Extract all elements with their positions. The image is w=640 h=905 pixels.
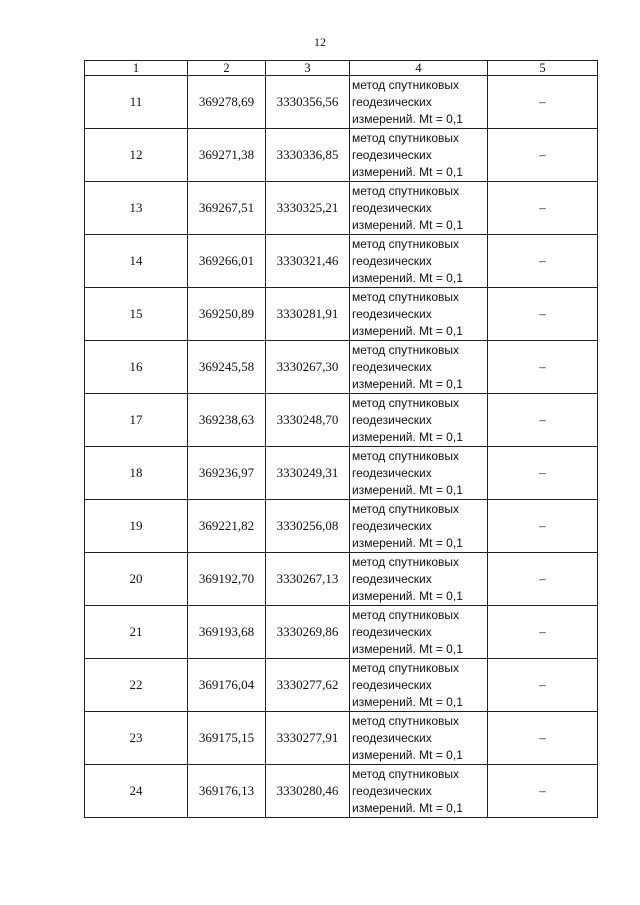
description-cell: – [488, 553, 598, 606]
coordinate-y-cell: 3330248,70 [266, 394, 350, 447]
method-line-1: метод спутниковых [352, 289, 460, 304]
column-header-3: 3 [266, 61, 350, 76]
method-cell [350, 659, 488, 712]
method-line-3: измерений. Mt = 0,1 [352, 164, 463, 179]
table-row [85, 76, 598, 129]
method-line-2: геодезических [352, 94, 432, 109]
table-row [85, 341, 598, 394]
table-row [85, 659, 598, 712]
description-cell: – [488, 129, 598, 182]
coordinates-table [84, 60, 598, 818]
point-number-cell: 23 [85, 712, 188, 765]
point-number-cell: 16 [85, 341, 188, 394]
coordinate-x-cell: 369221,82 [188, 500, 266, 553]
coordinate-y-cell: 3330281,91 [266, 288, 350, 341]
method-line-2: геодезических [352, 730, 432, 745]
coordinate-y-cell: 3330267,13 [266, 553, 350, 606]
description-cell: – [488, 182, 598, 235]
method-line-3: измерений. Mt = 0,1 [352, 641, 463, 656]
method-cell [350, 553, 488, 606]
coordinate-y-cell: 3330325,21 [266, 182, 350, 235]
method-line-3: измерений. Mt = 0,1 [352, 270, 463, 285]
point-number-cell: 21 [85, 606, 188, 659]
coordinate-y-cell: 3330280,46 [266, 765, 350, 818]
coordinate-x-cell: 369176,13 [188, 765, 266, 818]
column-header-2: 2 [188, 61, 266, 76]
method-line-1: метод спутниковых [352, 395, 460, 410]
description-cell: – [488, 341, 598, 394]
method-cell [350, 182, 488, 235]
method-line-1: метод спутниковых [352, 342, 460, 357]
method-cell [350, 235, 488, 288]
description-cell: – [488, 765, 598, 818]
method-cell [350, 500, 488, 553]
method-cell [350, 394, 488, 447]
method-line-3: измерений. Mt = 0,1 [352, 376, 463, 391]
point-number-cell: 13 [85, 182, 188, 235]
column-header-4: 4 [350, 61, 488, 76]
point-number-cell: 15 [85, 288, 188, 341]
coordinate-x-cell: 369266,01 [188, 235, 266, 288]
coordinate-y-cell: 3330256,08 [266, 500, 350, 553]
table-header-row [85, 61, 598, 76]
method-line-1: метод спутниковых [352, 130, 460, 145]
coordinate-x-cell: 369236,97 [188, 447, 266, 500]
method-line-2: геодезических [352, 624, 432, 639]
description-cell: – [488, 659, 598, 712]
method-line-1: метод спутниковых [352, 607, 460, 622]
description-cell: – [488, 235, 598, 288]
coordinate-x-cell: 369267,51 [188, 182, 266, 235]
description-cell: – [488, 712, 598, 765]
description-cell: – [488, 288, 598, 341]
method-line-3: измерений. Mt = 0,1 [352, 588, 463, 603]
method-line-1: метод спутниковых [352, 77, 460, 92]
table-row [85, 129, 598, 182]
point-number-cell: 20 [85, 553, 188, 606]
point-number-cell: 17 [85, 394, 188, 447]
method-cell [350, 765, 488, 818]
method-line-2: геодезических [352, 571, 432, 586]
table-body [85, 76, 598, 818]
method-line-3: измерений. Mt = 0,1 [352, 482, 463, 497]
point-number-cell: 24 [85, 765, 188, 818]
coordinate-y-cell: 3330269,86 [266, 606, 350, 659]
coordinate-x-cell: 369192,70 [188, 553, 266, 606]
description-cell: – [488, 500, 598, 553]
coordinate-x-cell: 369245,58 [188, 341, 266, 394]
method-cell [350, 341, 488, 394]
table-row [85, 288, 598, 341]
coordinate-x-cell: 369193,68 [188, 606, 266, 659]
description-cell: – [488, 606, 598, 659]
coordinate-y-cell: 3330249,31 [266, 447, 350, 500]
method-line-1: метод спутниковых [352, 660, 460, 675]
method-line-1: метод спутниковых [352, 554, 460, 569]
point-number-cell: 14 [85, 235, 188, 288]
method-line-3: измерений. Mt = 0,1 [352, 800, 463, 815]
method-cell [350, 447, 488, 500]
coordinate-y-cell: 3330321,46 [266, 235, 350, 288]
coordinate-x-cell: 369250,89 [188, 288, 266, 341]
coordinate-y-cell: 3330336,85 [266, 129, 350, 182]
table-row [85, 712, 598, 765]
method-line-2: геодезических [352, 677, 432, 692]
method-line-3: измерений. Mt = 0,1 [352, 747, 463, 762]
method-cell [350, 606, 488, 659]
method-line-2: геодезических [352, 465, 432, 480]
method-line-2: геодезических [352, 359, 432, 374]
coordinate-y-cell: 3330267,30 [266, 341, 350, 394]
method-line-3: измерений. Mt = 0,1 [352, 535, 463, 550]
table-row [85, 606, 598, 659]
column-header-5: 5 [488, 61, 598, 76]
point-number-cell: 11 [85, 76, 188, 129]
method-line-1: метод спутниковых [352, 236, 460, 251]
method-line-2: геодезических [352, 147, 432, 162]
point-number-cell: 18 [85, 447, 188, 500]
table-row [85, 500, 598, 553]
method-line-2: геодезических [352, 306, 432, 321]
method-line-2: геодезических [352, 412, 432, 427]
coordinate-x-cell: 369176,04 [188, 659, 266, 712]
table-row [85, 235, 598, 288]
page-number: 12 [314, 35, 326, 49]
point-number-cell: 22 [85, 659, 188, 712]
method-cell [350, 288, 488, 341]
method-cell [350, 712, 488, 765]
method-line-3: измерений. Mt = 0,1 [352, 429, 463, 444]
method-line-1: метод спутниковых [352, 183, 460, 198]
point-number-cell: 12 [85, 129, 188, 182]
column-header-1: 1 [85, 61, 188, 76]
method-line-3: измерений. Mt = 0,1 [352, 111, 463, 126]
method-cell [350, 129, 488, 182]
description-cell: – [488, 76, 598, 129]
description-cell: – [488, 394, 598, 447]
table-row [85, 553, 598, 606]
table-row [85, 447, 598, 500]
description-cell: – [488, 447, 598, 500]
method-line-3: измерений. Mt = 0,1 [352, 217, 463, 232]
table-row [85, 765, 598, 818]
coordinate-x-cell: 369271,38 [188, 129, 266, 182]
method-line-2: геодезических [352, 518, 432, 533]
method-line-2: геодезических [352, 200, 432, 215]
method-line-2: геодезических [352, 253, 432, 268]
method-line-1: метод спутниковых [352, 448, 460, 463]
table-row [85, 182, 598, 235]
point-number-cell: 19 [85, 500, 188, 553]
coordinate-x-cell: 369238,63 [188, 394, 266, 447]
method-cell [350, 76, 488, 129]
method-line-1: метод спутниковых [352, 766, 460, 781]
coordinate-x-cell: 369278,69 [188, 76, 266, 129]
coordinate-y-cell: 3330277,91 [266, 712, 350, 765]
method-line-3: измерений. Mt = 0,1 [352, 323, 463, 338]
method-line-2: геодезических [352, 783, 432, 798]
method-line-1: метод спутниковых [352, 713, 460, 728]
coordinate-y-cell: 3330277,62 [266, 659, 350, 712]
method-line-3: измерений. Mt = 0,1 [352, 694, 463, 709]
table-row [85, 394, 598, 447]
coordinate-x-cell: 369175,15 [188, 712, 266, 765]
method-line-1: метод спутниковых [352, 501, 460, 516]
coordinate-y-cell: 3330356,56 [266, 76, 350, 129]
